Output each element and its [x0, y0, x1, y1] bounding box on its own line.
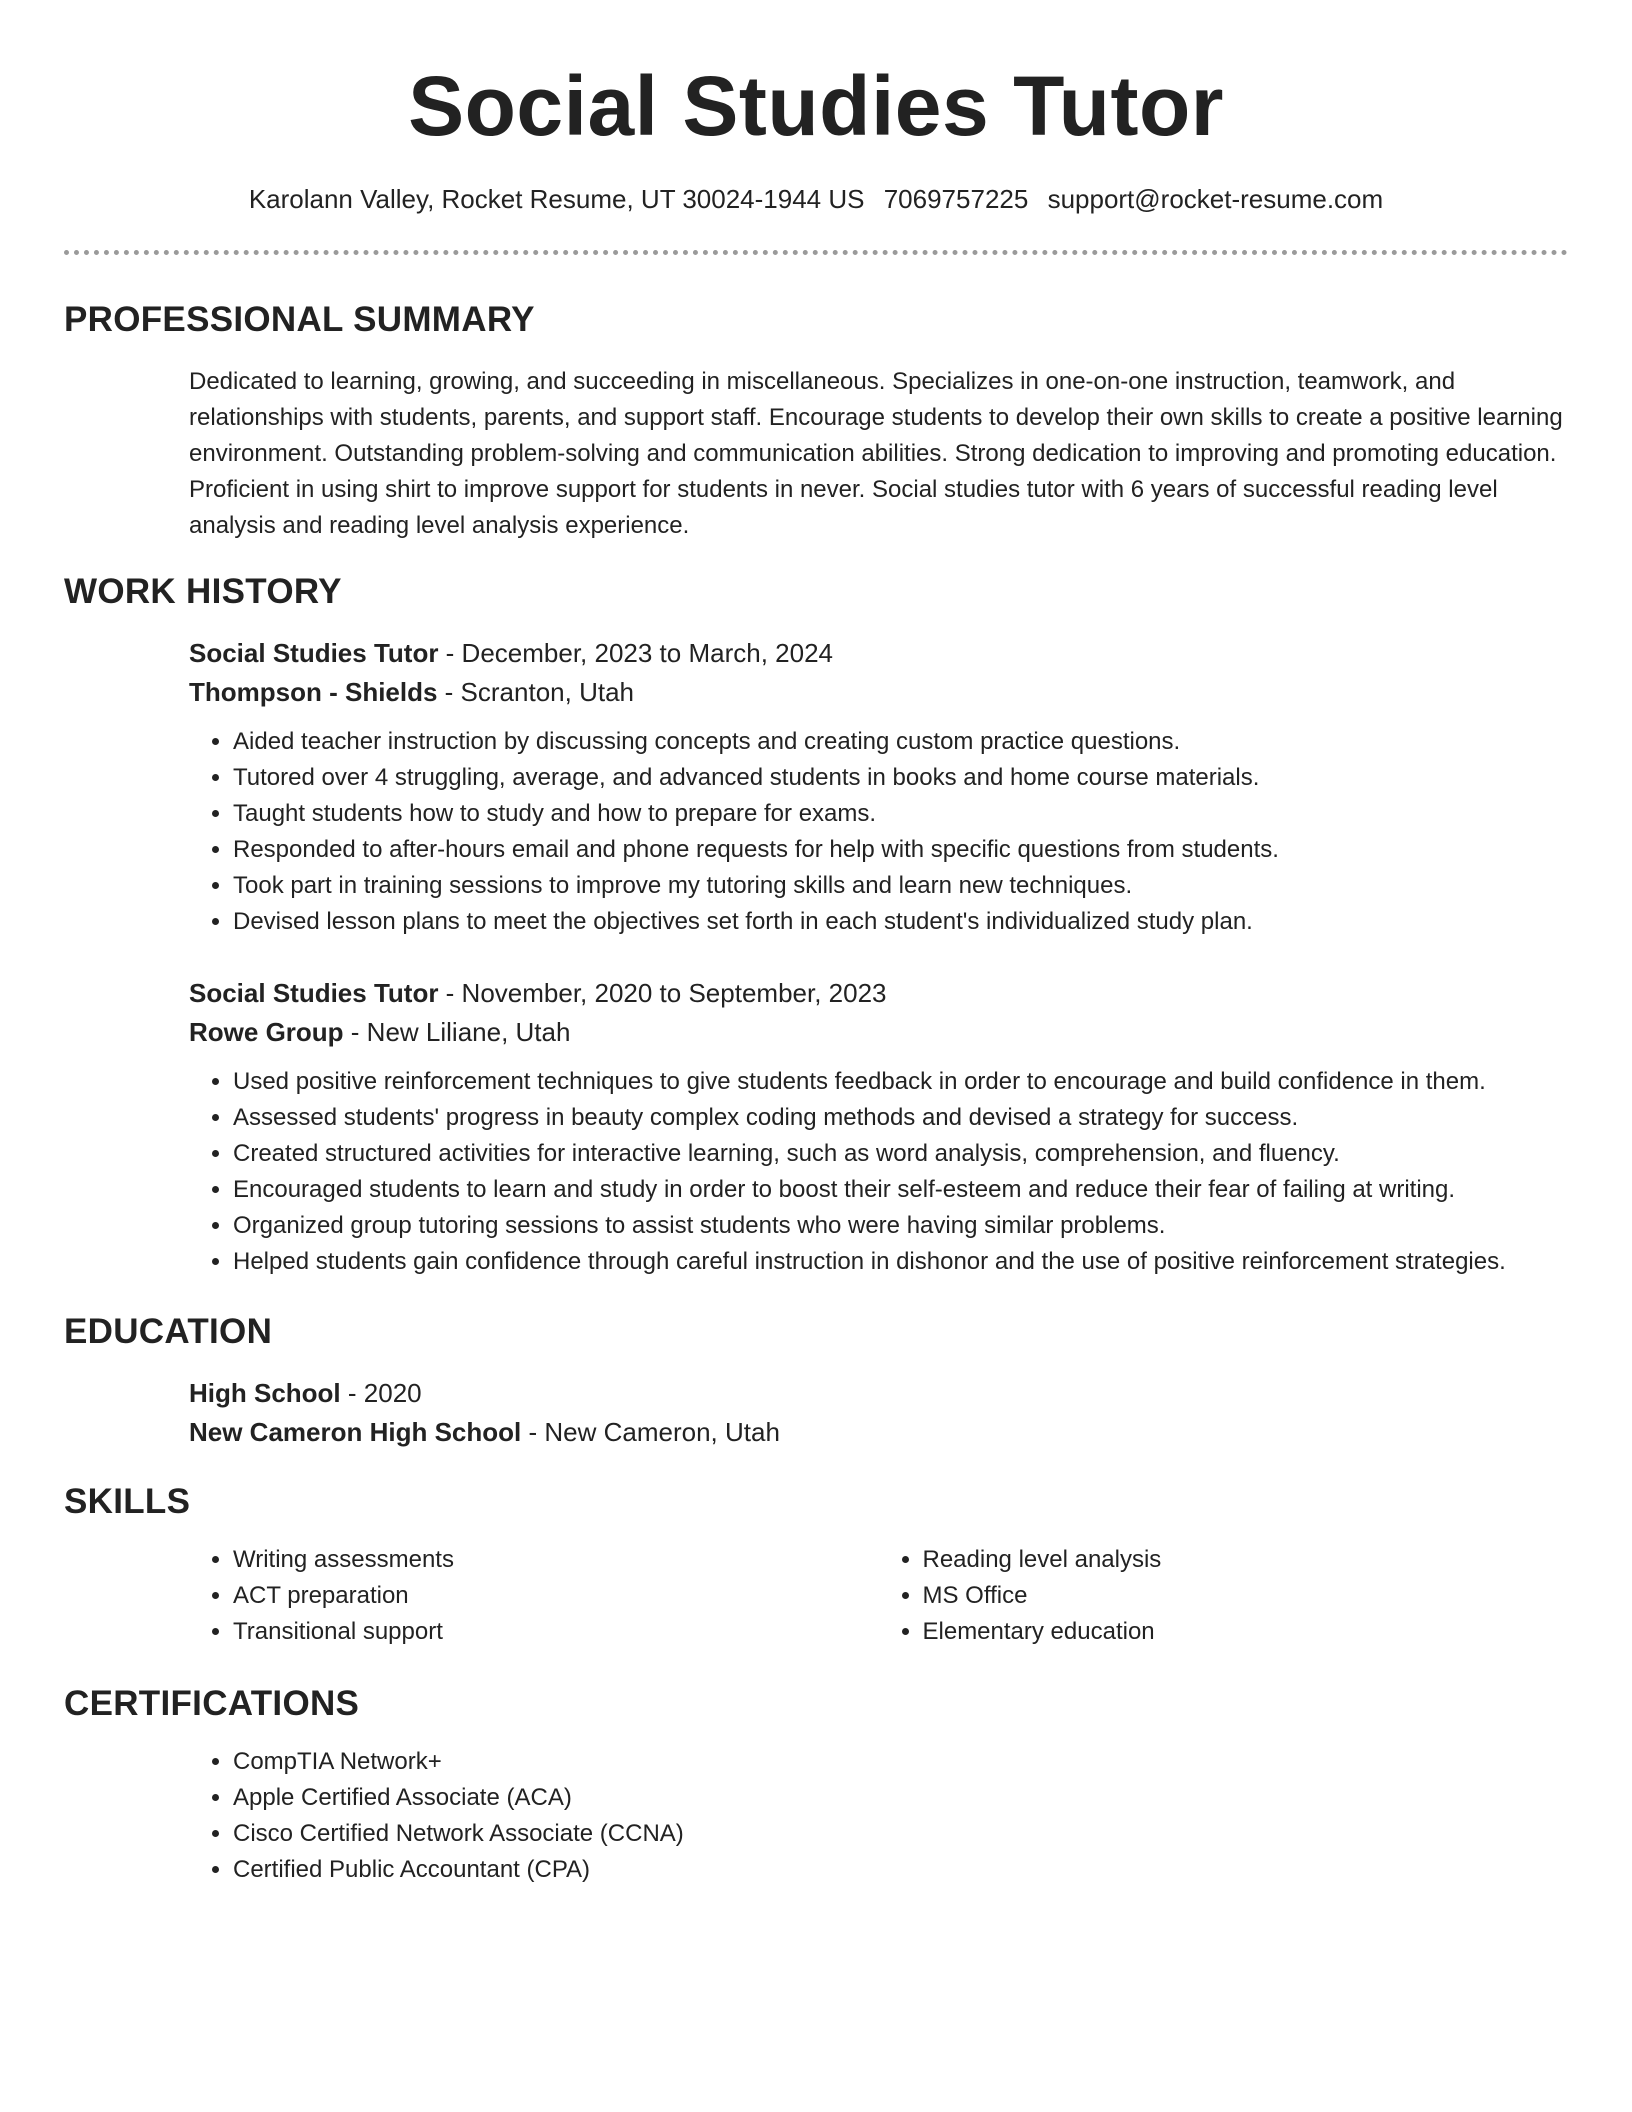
education-location: - New Cameron, Utah: [521, 1417, 780, 1447]
job-dates: - December, 2023 to March, 2024: [438, 638, 833, 668]
certifications-list: [189, 1744, 1568, 1888]
job-entry-1: [189, 634, 1568, 940]
job-company: Thompson - Shields: [189, 677, 438, 707]
job-bullets: [189, 724, 1568, 940]
list-item: • Helped students gain confidence through careful instruction in dishonor and the use of positive reinforcement strategies.: [233, 1244, 1568, 1280]
contact-email: support@rocket-resume.com: [1047, 184, 1384, 214]
education-year: - 2020: [340, 1378, 422, 1408]
summary-text: Dedicated to learning, growing, and succeeding in miscellaneous. Specializes in one-on-one instruction, teamwork, and relationships with students, parents, and support staff. Encourage students to develop their own skills to create a positive learning environment. Outstanding problem-solving and communication abilities. Strong dedication to improving and promoting education. Proficient in using shirt to improve support for students in never. Social studies tutor with 6 years of successful reading level analysis and reading level analysis experience.: [189, 368, 1563, 539]
skills-block: [189, 1542, 1568, 1650]
list-item: • Used positive reinforcement techniques to give students feedback in order to encourage and build confidence in them.: [233, 1064, 1568, 1100]
list-item: • Assessed students' progress in beauty complex coding methods and devised a strategy for success.: [233, 1100, 1568, 1136]
education-degree-line: [189, 1374, 1568, 1413]
list-item: • Certified Public Accountant (CPA): [233, 1852, 1568, 1888]
work-history-heading: WORK HISTORY: [64, 572, 342, 611]
contact-phone: 7069757225: [883, 184, 1029, 214]
list-item: • MS Office: [923, 1578, 1569, 1614]
job-dates: - November, 2020 to September, 2023: [438, 978, 887, 1008]
list-item: • Aided teacher instruction by discussing concepts and creating custom practice questions.: [233, 724, 1568, 760]
certifications-heading: CERTIFICATIONS: [64, 1684, 360, 1723]
list-item: • Encouraged students to learn and study in order to boost their self-esteem and reduce their fear of failing at writing.: [233, 1172, 1568, 1208]
skills-heading: SKILLS: [64, 1482, 191, 1521]
list-item: • Taught students how to study and how to prepare for exams.: [233, 796, 1568, 832]
contact-line: [0, 182, 1632, 216]
job-company: Rowe Group: [189, 1017, 344, 1047]
job-company-line: [189, 673, 1568, 712]
resume-name: Social Studies Tutor: [408, 59, 1224, 153]
education-heading: EDUCATION: [64, 1312, 273, 1351]
job-entry-2: [189, 974, 1568, 1280]
education-school-line: [189, 1413, 1568, 1452]
list-item: • Organized group tutoring sessions to assist students who were having similar problems.: [233, 1208, 1568, 1244]
job-role: Social Studies Tutor: [189, 638, 439, 668]
list-item: • ACT preparation: [233, 1578, 879, 1614]
list-item: • Took part in training sessions to improve my tutoring skills and learn new techniques.: [233, 868, 1568, 904]
job-location: - New Liliane, Utah: [343, 1017, 571, 1047]
list-item: • Elementary education: [923, 1614, 1569, 1650]
education-entry: [189, 1374, 1568, 1452]
job-role: Social Studies Tutor: [189, 978, 439, 1008]
job-bullets: [189, 1064, 1568, 1280]
list-item: • Tutored over 4 struggling, average, and advanced students in books and home course materials.: [233, 760, 1568, 796]
list-item: • Responded to after-hours email and phone requests for help with specific questions from students.: [233, 832, 1568, 868]
list-item: • Transitional support: [233, 1614, 879, 1650]
list-item: • Created structured activities for interactive learning, such as word analysis, comprehension, and fluency.: [233, 1136, 1568, 1172]
job-location: - Scranton, Utah: [437, 677, 634, 707]
job-title-line: [189, 974, 1568, 1013]
list-item: • Writing assessments: [233, 1542, 879, 1578]
list-item: • Devised lesson plans to meet the objectives set forth in each student's individualized study plan.: [233, 904, 1568, 940]
header-divider: [64, 250, 1568, 255]
list-item: • CompTIA Network+: [233, 1744, 1568, 1780]
certifications-block: [189, 1744, 1568, 1888]
list-item: • Reading level analysis: [923, 1542, 1569, 1578]
contact-address: Karolann Valley, Rocket Resume, UT 30024-1944 US: [248, 184, 865, 214]
education-degree: High School: [189, 1378, 341, 1408]
summary-block: [189, 364, 1568, 544]
job-company-line: [189, 1013, 1568, 1052]
job-title-line: [189, 634, 1568, 673]
skills-list-right: [879, 1542, 1569, 1650]
list-item: • Apple Certified Associate (ACA): [233, 1780, 1568, 1816]
skills-list-left: [189, 1542, 879, 1650]
education-school: New Cameron High School: [189, 1417, 522, 1447]
list-item: • Cisco Certified Network Associate (CCNA): [233, 1816, 1568, 1852]
summary-heading: PROFESSIONAL SUMMARY: [64, 300, 535, 339]
